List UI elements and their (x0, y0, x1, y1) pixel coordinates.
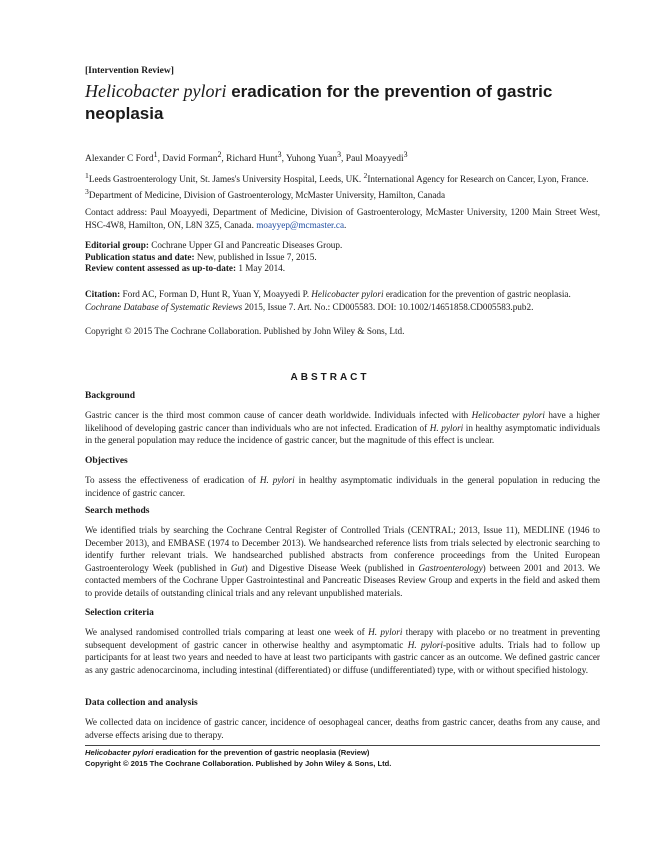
assessed-label: Review content assessed as up-to-date: (85, 263, 237, 273)
body-text: -positive adults. Trials had to follow up participants for at least two years and needed to have at least two participants with gastric cancer as an outcome. We defined gastric cancer as any gastric adenocarcinoma, including intestinal (differentiated) or diffuse (undifferentiated) type, with or without specified histology. (85, 639, 601, 675)
footer-title-rest: eradication for the prevention of gastric neoplasia (Review) (153, 748, 370, 757)
footer-title (85, 748, 600, 759)
body-text: in healthy asymptomatic individuals in the general population in reducing the incidence of gastric cancer. (85, 475, 600, 498)
paper-title (85, 80, 585, 125)
citation-label: Citation: (85, 289, 121, 299)
section-heading: Data collection and analysis (85, 698, 198, 708)
body-text: in healthy asymptomatic individuals in the general population may reduce the incidence of gastric cancer, but the magnitude of this effect is unclear. (85, 422, 600, 445)
body-text: We identified trials by searching the Cochrane Central Register of Controlled Trials (CENTRAL; 2013, Issue 11), MEDLINE (1946 to December 2013), and EMBASE (1974 to December 2013). We handsearched reference lists from trials selected by electronic searching to identify further relevant trials. We handsearched published abstracts from conference proceedings from the United European Gastroenterology Week (published in (85, 525, 600, 573)
affil-number: 2 (363, 171, 368, 180)
body-text: ) and Digestive Disease Week (published in (244, 562, 419, 573)
assessed-value: 1 May 2014. (236, 263, 286, 273)
body-italic: H. pylori (429, 422, 464, 433)
body-text: We analysed randomised controlled trials comparing at least one week of (85, 627, 369, 637)
contact-text: Contact address: Paul Moayyedi, Department of Medicine, Division of Gastroenterology, McMaster University, 1200 Main Street West, HSC-4W8, Hamilton, ON, L8N 3Z5, Canada. (85, 207, 600, 230)
abstract-heading: ABSTRACT (290, 372, 370, 383)
author-name: Yuhong Yuan (285, 154, 338, 165)
affiliation: International Agency for Research on Cancer, Lyon, France. (367, 174, 589, 185)
section-body: We collected data on incidence of gastric cancer, incidence of oesophageal cancer, deaths from gastric cancer, deaths from any cause, and adverse effects arising due to therapy. (85, 717, 600, 740)
copyright-notice: Copyright © 2015 The Cochrane Collaboration. Published by John Wiley & Sons, Ltd. (85, 326, 405, 336)
affiliation: Department of Medicine, Division of Gastroenterology, McMaster University, Hamilton, Canada (88, 189, 446, 200)
author-name: Alexander C Ford (85, 154, 154, 165)
citation-title-rest: eradication for the prevention of gastric neoplasia. (383, 289, 571, 299)
section-heading: Objectives (85, 456, 128, 466)
editorial-value: Cochrane Upper GI and Pancreatic Diseases Group. (148, 240, 343, 250)
contact-end: . (344, 219, 347, 230)
affiliations (85, 170, 600, 201)
section-heading: Background (85, 391, 135, 401)
search-methods-section (85, 506, 600, 599)
body-text: Gastric cancer is the third most common cause of cancer death worldwide. Individuals infected with (85, 410, 472, 420)
author-name: Paul Moayyedi (345, 154, 404, 165)
body-italic: Gastroenterology (418, 562, 483, 573)
publication-status (85, 252, 600, 264)
affil-number: 3 (85, 186, 89, 196)
data-collection-section (85, 698, 600, 741)
body-text: have a higher likelihood of developing gastric cancer than individuals who are not infected. Eradication of (85, 410, 600, 433)
body-text: ) between 2001 and 2013. We contacted members of the Cochrane Upper Gastrointestinal and Pancreatic Diseases Review Group and experts in the field and asked them to provide details of outstanding clinical trials and any relevant unpublished materials. (85, 562, 601, 598)
section-body (85, 409, 600, 447)
footer-copyright: Copyright © 2015 The Cochrane Collaboration. Published by John Wiley & Sons, Ltd. (85, 758, 392, 768)
author-name: Richard Hunt (226, 154, 278, 165)
body-text: To assess the effectiveness of eradication of (85, 475, 260, 485)
author-list: Alexander C Ford$^1$, David Forman$^2$, Richard Hunt$^3$, Yuhong Yuan$^3$, Paul Moayyedi$^3$ (85, 150, 408, 165)
author-affil-number: 1 (153, 150, 158, 159)
section-body (85, 474, 600, 499)
author-affil-number: 2 (217, 150, 222, 159)
assessed-date (85, 263, 600, 275)
affiliation: Leeds Gastroenterology Unit, St. James's University Hospital, Leeds, UK. (88, 174, 364, 185)
author-affil-number: 3 (337, 150, 342, 159)
body-italic: H. pylori (368, 627, 403, 637)
section-body (85, 524, 600, 599)
publication-meta (85, 240, 600, 275)
body-italic: Helicobacter pylori (471, 410, 545, 420)
author-affil-number: 3 (403, 150, 408, 159)
footer-title-italic: Helicobacter pylori (85, 748, 154, 757)
editorial-label: Editorial group: (85, 240, 149, 250)
body-italic: H. pylori (407, 639, 443, 650)
citation-details: 2015, Issue 7. Art. No.: CD005583. DOI: 10.1002/14651858.CD005583.pub2. (242, 301, 534, 312)
contact-email-link[interactable]: moayyep@mcmaster.ca (256, 219, 345, 230)
section-body (85, 626, 600, 676)
status-label: Publication status and date: (85, 251, 195, 262)
author-affil-number: 3 (277, 150, 282, 159)
contact-address (85, 206, 600, 231)
section-heading: Search methods (85, 506, 150, 516)
editorial-group (85, 240, 600, 252)
affil-number: 1 (85, 171, 89, 180)
objectives-section (85, 456, 600, 499)
body-italic: Gut (230, 562, 245, 573)
title-rest: eradication for the prevention of gastric neoplasia (85, 82, 553, 123)
body-italic: H. pylori (259, 475, 295, 485)
body-text: therapy with placebo or no treatment in preventing subsequent development of gastric cancer in otherwise healthy and asymptomatic (85, 627, 600, 650)
author-name: David Forman (162, 154, 218, 165)
section-heading: Selection criteria (85, 608, 154, 618)
title-italic: Helicobacter pylori (85, 81, 227, 101)
citation-authors: Ford AC, Forman D, Hunt R, Yuan Y, Moayyedi P. (120, 289, 312, 299)
status-value: New, published in Issue 7, 2015. (194, 251, 317, 262)
selection-criteria-section (85, 608, 600, 676)
review-type: [Intervention Review] (85, 66, 174, 76)
citation-title-italic: Helicobacter pylori (311, 289, 384, 299)
citation-journal: Cochrane Database of Systematic Reviews (85, 301, 243, 312)
page-footer (85, 745, 600, 769)
background-section (85, 391, 600, 447)
citation (85, 288, 600, 313)
